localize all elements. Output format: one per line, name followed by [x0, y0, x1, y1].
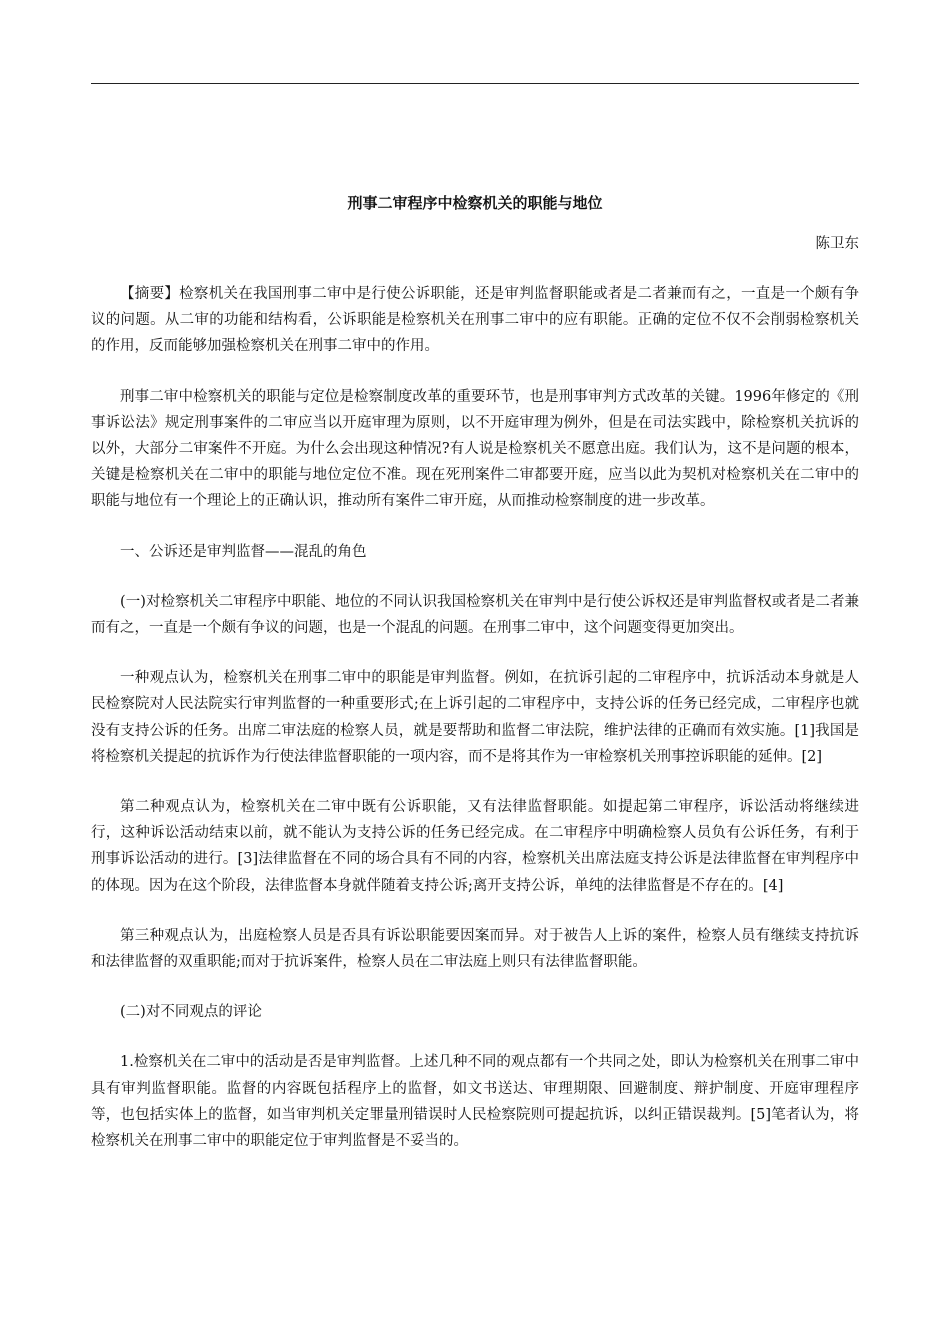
body-paragraph: 1.检察机关在二审中的活动是否是审判监督。上述几种不同的观点都有一个共同之处，即认为检察机关在刑事二审中具有审判监督职能。监督的内容既包括程序上的监督，如文书送达、审理期限、回避制度、辩护制度、开庭审理程序等，也包括实体上的监督，如当审判机关定罪量刑错误时人民检察院则可提起抗诉，以纠正错误裁判。[5]笔者认为，将检察机关在刑事二审中的职能定位于审判监督是不妥当的。	[91, 1054, 859, 1150]
document-title: 刑事二审程序中检察机关的职能与地位	[347, 194, 603, 212]
abstract-paragraph: 【摘要】检察机关在我国刑事二审中是行使公诉职能，还是审判监督职能或者是二者兼而有之，一直是一个颇有争议的问题。从二审的功能和结构看，公诉职能是检察机关在刑事二审中的应有职能。正确的定位不仅不会削弱检察机关的作用，反而能够加强检察机关在刑事二审中的作用。	[91, 286, 859, 355]
body-paragraph: 第二种观点认为，检察机关在二审中既有公诉职能，又有法律监督职能。如提起第二审程序，诉讼活动将继续进行，这种诉讼活动结束以前，就不能认为支持公诉的任务已经完成。在二审程序中明确检察人员负有公诉任务，有利于刑事诉讼活动的进行。[3]法律监督在不同的场合具有不同的内容，检察机关出席法庭支持公诉是法律监督在审判程序中的体现。因为在这个阶段，法律监督本身就伴随着支持公诉;离开支持公诉，单纯的法律监督是不存在的。[4]	[91, 799, 859, 894]
body-paragraph: 第三种观点认为，出庭检察人员是否具有诉讼职能要因案而异。对于被告人上诉的案件，检察人员有继续支持抗诉和法律监督的双重职能;而对于抗诉案件，检察人员在二审法庭上则只有法律监督职能。	[91, 927, 859, 971]
document-author: 陈卫东	[815, 236, 859, 252]
intro-paragraph: 刑事二审中检察机关的职能与定位是检察制度改革的重要环节，也是刑事审判方式改革的关键。1996年修定的《刑事诉讼法》规定刑事案件的二审应当以开庭审理为原则，以不开庭审理为例外，但是在司法实践中，除检察机关抗诉的以外，大部分二审案件不开庭。为什么会出现这种情况?有人说是检察机关不愿意出庭。我们认为，这不是问题的根本，关键是检察机关在二审中的职能与地位定位不准。现在死刑案件二审都要开庭，应当以此为契机对检察机关在二审中的职能与地位有一个理论上的正确认识，推动所有案件二审开庭，从而推动检察制度的进一步改革。	[91, 388, 859, 510]
section-heading-1: 一、公诉还是审判监督——混乱的角色	[120, 543, 367, 560]
subsection-heading-1: (一)对检察机关二审程序中职能、地位的不同认识我国检察机关在审判中是行使公诉权还是审判监督权或者是二者兼而有之，一直是一个颇有争议的问题，也是一个混乱的问题。在刑事二审中，这个问题变得更加突出。	[91, 593, 859, 637]
subsection-heading-2: (二)对不同观点的评论	[120, 1004, 262, 1021]
header-rule	[91, 83, 859, 84]
document-body	[91, 192, 859, 1178]
body-paragraph: 一种观点认为，检察机关在刑事二审中的职能是审判监督。例如，在抗诉引起的二审程序中，抗诉活动本身就是人民检察院对人民法院实行审判监督的一种重要形式;在上诉引起的二审程序中，支持公诉的任务已经完成，二审程序也就没有支持公诉的任务。出席二审法庭的检察人员，就是要帮助和监督二审法院，维护法律的正确而有效实施。[1]我国是将检察机关提起的抗诉作为行使法律监督职能的一项内容，而不是将其作为一审检察机关刑事控诉职能的延伸。[2]	[91, 670, 859, 765]
